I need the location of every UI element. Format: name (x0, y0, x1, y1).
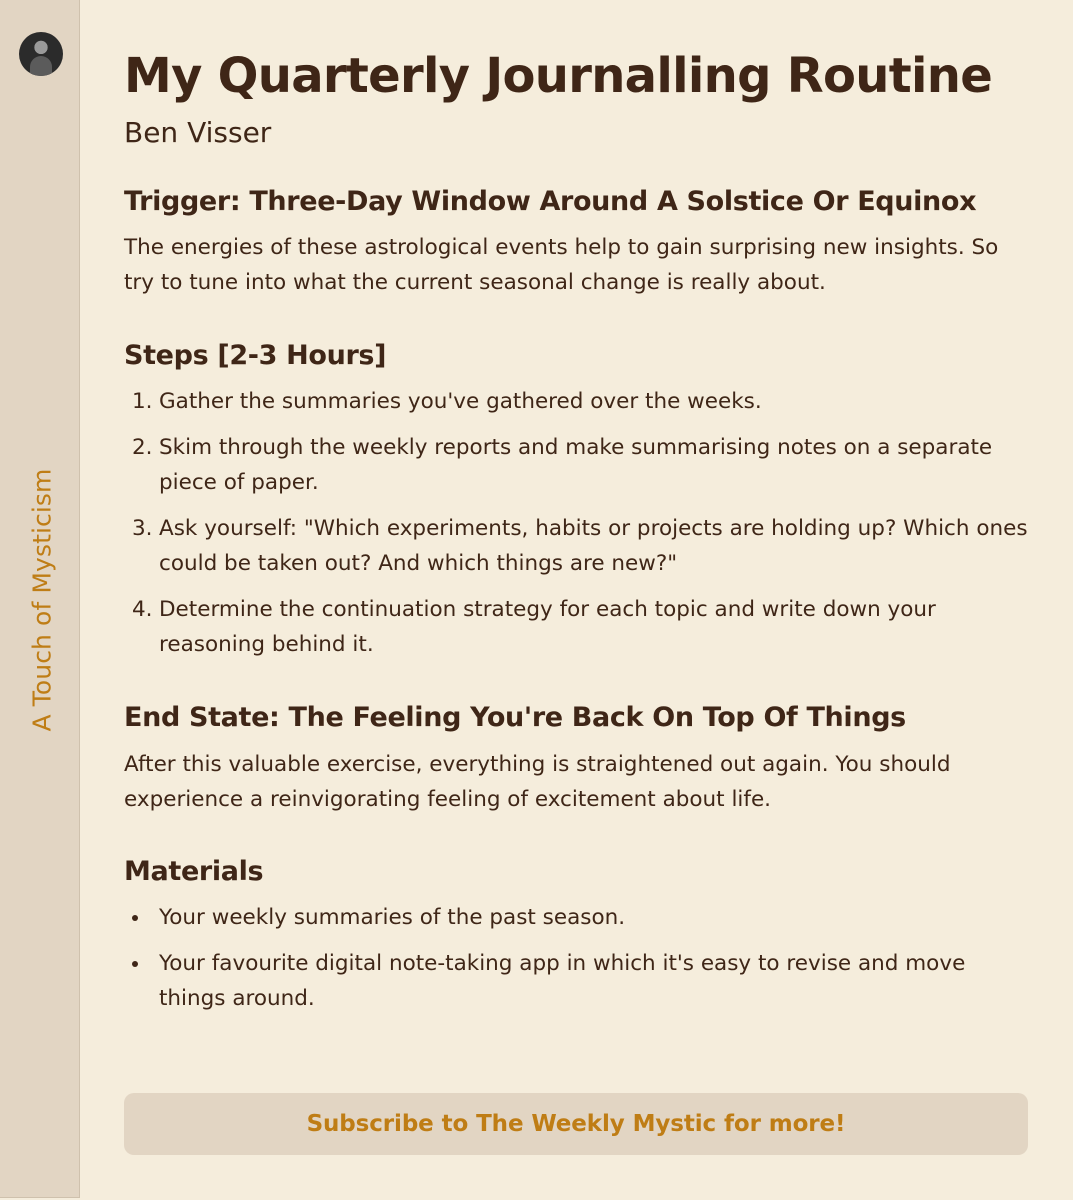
material-text: Your favourite digital note-taking app in which it's easy to revise and move things around. (159, 951, 966, 1011)
sidebar (0, 0, 80, 1198)
step-number: 2. (132, 435, 153, 460)
materials-heading: Materials (124, 856, 264, 887)
trigger-heading: Trigger: Three-Day Window Around A Solstice Or Equinox (124, 186, 977, 217)
step-number: 1. (132, 389, 153, 414)
steps-list (124, 384, 1028, 673)
materials-list (124, 900, 1024, 1027)
list-item (124, 430, 1029, 500)
step-number: 3. (132, 516, 153, 541)
end-state-text: After this valuable exercise, everything is straightened out again. You should experience a reinvigorating feeling of excitement about life. (124, 752, 951, 812)
trigger-text: The energies of these astrological events help to gain surprising new insights. So try to tune into what the current seasonal change is really about. (124, 235, 999, 295)
list-item (124, 511, 1029, 581)
step-text: Skim through the weekly reports and make summarising notes on a separate piece of paper. (159, 435, 993, 495)
sidebar-title-area (0, 0, 80, 1198)
material-text: Your weekly summaries of the past season. (159, 905, 626, 930)
bullet-icon (132, 915, 138, 921)
end-state-heading: End State: The Feeling You're Back On Top Of Things (124, 702, 906, 733)
page-title: My Quarterly Journalling Routine (124, 48, 993, 104)
author-name: Ben Visser (124, 116, 272, 149)
step-text: Determine the continuation strategy for each topic and write down your reasoning behind it. (159, 597, 936, 657)
step-text: Gather the summaries you've gathered over the weeks. (159, 389, 762, 414)
list-item (124, 384, 1029, 419)
list-item (124, 946, 1029, 1016)
steps-heading: Steps [2-3 Hours] (124, 340, 387, 371)
bullet-icon (132, 961, 138, 967)
step-text: Ask yourself: "Which experiments, habits or projects are holding up? Which ones could be taken out? And which things are new?" (159, 516, 1028, 576)
list-item (124, 592, 1029, 662)
step-number: 4. (132, 597, 153, 622)
sidebar-title: A Touch of Mysticism (27, 468, 57, 732)
subscribe-button[interactable]: Subscribe to The Weekly Mystic for more! (124, 1093, 1028, 1155)
list-item (124, 900, 1029, 935)
